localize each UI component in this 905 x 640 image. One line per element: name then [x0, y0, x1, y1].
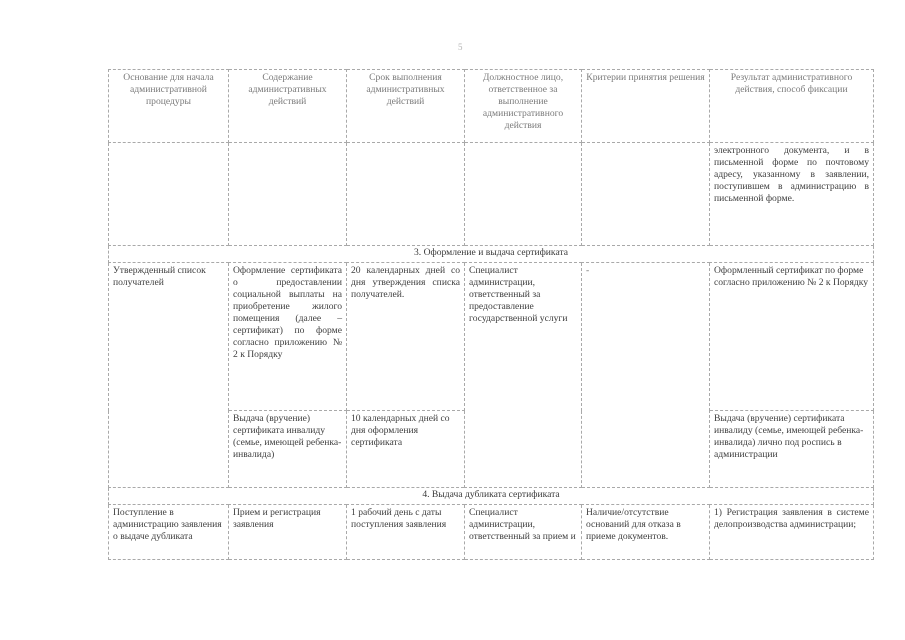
- table-cell: [109, 143, 229, 246]
- table-cell-official: Специалист администрации, ответственный за прием и: [465, 505, 582, 560]
- table-cell-criteria: -: [582, 263, 710, 488]
- table-cell: [465, 143, 582, 246]
- procedure-table: [108, 69, 874, 560]
- header-cell: Основание для начала административной процедуры: [109, 70, 229, 143]
- section-title-row: [109, 488, 874, 505]
- section-3-title: 3. Оформление и выдача сертификата: [109, 246, 874, 263]
- header-cell: Должностное лицо, ответственное за выполнение административного действия: [465, 70, 582, 143]
- table-row-continuation: [109, 143, 874, 246]
- table-cell-result: 1) Регистрация заявления в системе делопроизводства администрации;: [710, 505, 874, 560]
- table-cell-result: Оформленный сертификат по форме согласно приложению № 2 к Порядку: [710, 263, 874, 411]
- table-cell-content: Выдача (вручение) сертификата инвалиду (семье, имеющей ребенка-инвалида): [229, 411, 347, 488]
- table-header-row: [109, 70, 874, 143]
- table-cell-content: Прием и регистрация заявления: [229, 505, 347, 560]
- table-cell-basis: Поступление в администрацию заявления о выдаче дубликата: [109, 505, 229, 560]
- table-cell: [347, 143, 465, 246]
- table-cell-term: 10 календарных дней со дня оформления сертификата: [347, 411, 465, 488]
- table-cell-result: электронного документа, и в письменной форме по почтовому адресу, указанному в заявлении, поступившем в администрацию в письменной форме.: [710, 143, 874, 246]
- header-cell: Содержание административных действий: [229, 70, 347, 143]
- table-cell: [229, 143, 347, 246]
- table-cell-term: 1 рабочий день с даты поступления заявления: [347, 505, 465, 560]
- table-cell: [582, 143, 710, 246]
- table-cell-result: Выдача (вручение) сертификата инвалиду (семье, имеющей ребенка-инвалида) лично под роспись в администрации: [710, 411, 874, 488]
- section-4-title: 4. Выдача дубликата сертификата: [109, 488, 874, 505]
- page-number: 5: [458, 42, 463, 52]
- table-cell-official: Специалист администрации, ответственный за предоставление государственной услуги: [465, 263, 582, 488]
- table-cell-basis: Утвержденный список получателей: [109, 263, 229, 488]
- header-cell: Результат административного действия, способ фиксации: [710, 70, 874, 143]
- header-cell: Срок выполнения административных действий: [347, 70, 465, 143]
- table-row: [109, 505, 874, 560]
- header-cell: Критерии принятия решения: [582, 70, 710, 143]
- table-row: [109, 263, 874, 411]
- table-cell-criteria: Наличие/отсутствие оснований для отказа в приеме документов.: [582, 505, 710, 560]
- table-cell-term: 20 календарных дней со дня утверждения списка получателей.: [347, 263, 465, 411]
- table-cell-content: Оформление сертификата о предоставлении социальной выплаты на приобретение жилого помещения (далее – сертификат) по форме согласно приложению № 2 к Порядку: [229, 263, 347, 411]
- section-title-row: [109, 246, 874, 263]
